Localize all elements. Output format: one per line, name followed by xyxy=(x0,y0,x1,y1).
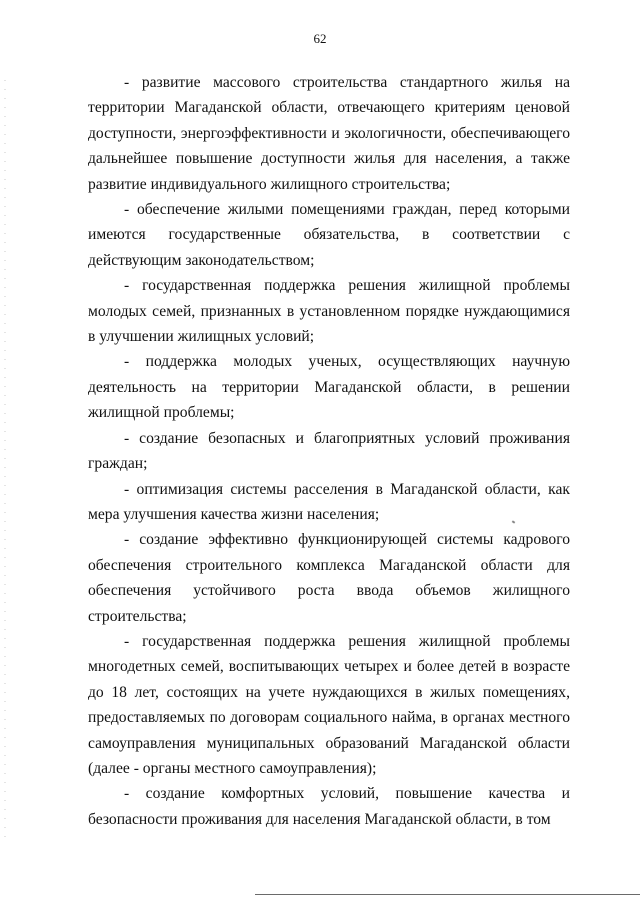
paragraph-safe-conditions: - создание безопасных и благоприятных условий проживания граждан; xyxy=(88,429,570,473)
paragraph-settlement-optimization: - оптимизация системы расселения в Магаданской области, как мера улучшения качества жизни населения; xyxy=(88,480,570,523)
paragraph-housing-construction: - развитие массового строительства стандартного жилья на территории Магаданской области, отвечающего критериям ценовой доступности, энергоэффективности и экологичности, обеспечивающего дальнейшее повышение доступности жилья для населения, а также развитие индивидуального жилищного строительства; xyxy=(88,74,570,193)
scan-edge-artifact xyxy=(4,80,6,840)
paragraph-young-families: - государственная поддержка решения жилищной проблемы молодых семей, признанных в установленном порядке нуждающимися в улучшении жилищных условий; xyxy=(88,277,570,346)
paragraph-young-scientists: - поддержка молодых ученых, осуществляющих научную деятельность на территории Магаданской области, в решении жилищной проблемы; xyxy=(88,353,570,422)
paragraph-large-families: - государственная поддержка решения жилищной проблемы многодетных семей, воспитывающих четырех и более детей в возрасте до 18 лет, состоящих на учете нуждающихся в жилых помещениях, предоставляемых по договорам социального найма, в органах местного самоуправления муниципальных образований Магаданской области (далее - органы местного самоуправления); xyxy=(88,632,570,777)
paragraph-comfortable-conditions: - создание комфортных условий, повышение качества и безопасности проживания для населения Магаданской области, в том xyxy=(88,785,570,828)
footer-rule xyxy=(255,894,640,895)
paragraph-state-obligations: - обеспечение жилыми помещениями граждан, перед которыми имеются государственные обязательства, в соответствии с действующим законодательством; xyxy=(88,201,570,269)
paragraph-personnel-system: - создание эффективно функционирующей системы кадрового обеспечения строительного комплекса Магаданской области для обеспечения устойчивого роста ввода объемов жилищного строительства; xyxy=(88,531,570,625)
page-number: 62 xyxy=(313,31,327,46)
document-body xyxy=(88,70,570,832)
